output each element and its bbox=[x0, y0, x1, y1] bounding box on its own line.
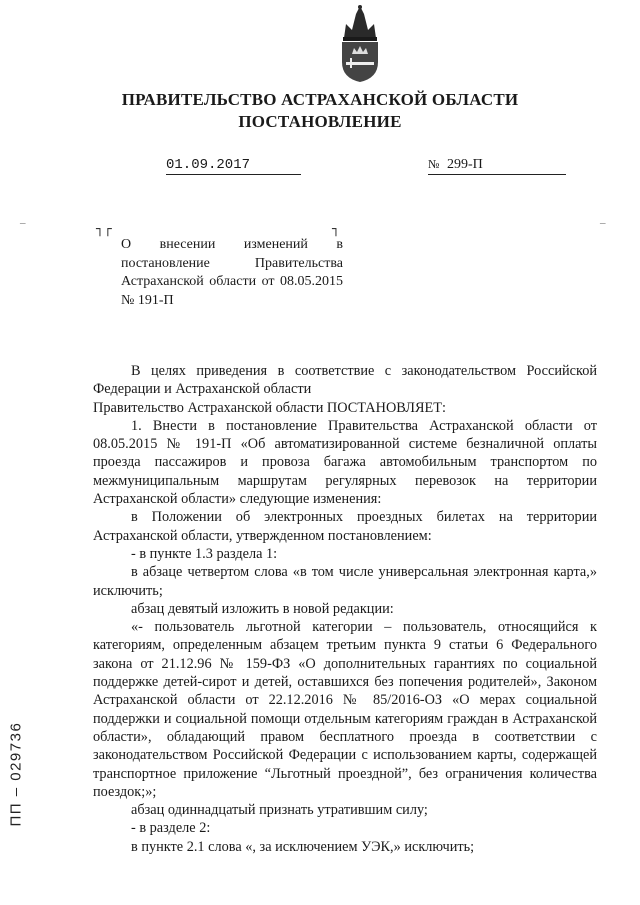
body-paragraph: «- пользователь льготной категории – пользователь, относящийся к категориям, определенным абзацем третьим пункта 9 статьи 6 Федерального закона от 21.12.96 № 159-ФЗ «О дополнительных гарантиях по социальной поддержке детей-сирот и детей, оставшихся без попечения родителей», Законом Астраханской области от 22.12.2016 № 85/2016-ОЗ «О мерах социальной поддержки и социальной помощи отдельным категориям граждан в Астраханской области», обладающий правом бесплатного проезда в соответствии с законодательством Российской Федерации с использованием карты, содержащей транспортное приложение “Льготный проездной”, без ограничения количества поездок;»; bbox=[93, 619, 597, 800]
number-sign: № bbox=[428, 157, 440, 171]
side-registration-stamp bbox=[2, 690, 25, 840]
astrakhan-coat-of-arms-icon bbox=[336, 4, 384, 84]
document-date: 01.09.2017 bbox=[166, 157, 301, 175]
body-paragraph: Правительство Астраханской области ПОСТАНОВЛЯЕТ: bbox=[93, 399, 446, 416]
side-stamp-text: ПП – 029736 bbox=[7, 721, 25, 827]
body-paragraph: абзац девятый изложить в новой редакции: bbox=[131, 600, 394, 617]
document-number-field bbox=[428, 157, 566, 175]
margin-tick-left: ¯ bbox=[20, 222, 26, 234]
body-paragraph: - в разделе 2: bbox=[131, 820, 211, 837]
body-paragraph: - в пункте 1.3 раздела 1: bbox=[131, 545, 278, 562]
document-number: 299-П bbox=[446, 157, 483, 172]
margin-tick-right: ¯ bbox=[600, 222, 606, 234]
body-paragraph: 1. Внести в постановление Правительства Астраханской области от 08.05.2015 № 191-П «Об автоматизированной системе безналичной оплаты проезда пассажиров и провоза багажа автомобильным транспортом по межмуниципальным маршрутам регулярных перевозок на территории Астраханской области» следующие изменения: bbox=[93, 417, 597, 508]
body-paragraph: в пункте 2.1 слова «, за исключением УЭК,» исключить; bbox=[131, 838, 475, 855]
body-paragraph: абзац одиннадцатый признать утратившим силу; bbox=[131, 802, 428, 819]
document-type: ПОСТАНОВЛЕНИЕ bbox=[238, 112, 402, 131]
body-paragraph: в Положении об электронных проездных билетах на территории Астраханской области, утвержденном постановлением: bbox=[93, 509, 597, 544]
government-name: ПРАВИТЕЛЬСТВО АСТРАХАНСКОЙ ОБЛАСТИ bbox=[121, 90, 519, 109]
subject-bracket-right: ┐ bbox=[332, 222, 340, 237]
document-body bbox=[93, 362, 597, 856]
body-paragraph: В целях приведения в соответствие с законодательством Российской Федерации и Астраханской области bbox=[93, 363, 597, 398]
subject-bracket-left: ┐┌ bbox=[96, 222, 112, 237]
body-paragraph: в абзаце четвертом слова «в том числе универсальная электронная карта,» исключить; bbox=[93, 564, 597, 599]
document-subject: О внесении изменений в постановление Правительства Астраханской области от 08.05.2015 № 191-П bbox=[121, 237, 343, 308]
